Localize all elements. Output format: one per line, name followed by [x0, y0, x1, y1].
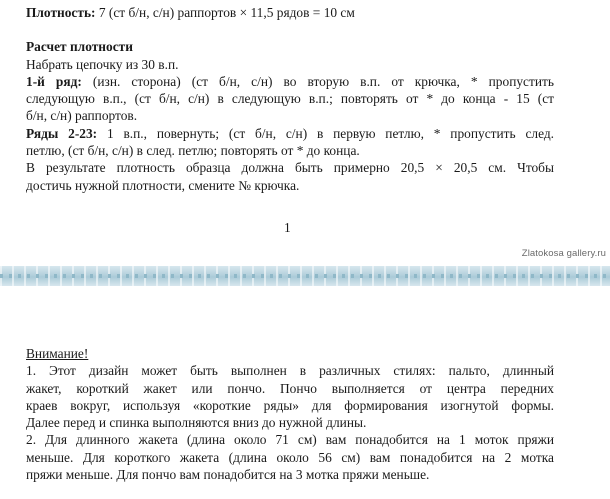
density-text: 7 (ст б/н, с/н) раппортов × 11,5 рядов = 10 см	[95, 5, 355, 20]
warning-p2-line2: меньше. Для короткого жакета (длина около 56 см) вам понадобится на 2 мотка	[26, 449, 554, 465]
warning-p1-line1: 1. Этот дизайн может быть выполнен в различных стилях: пальто, длинный	[26, 363, 554, 379]
warning-p1-line3: краев вокруг, используя «короткие ряды» для формирования изогнутой формы.	[26, 397, 554, 413]
warning-p1-line4: Далее перед и спинка выполняются вниз до нужной длины.	[26, 415, 367, 431]
warning-p2-line1: 2. Для длинного жакета (длина около 71 см) вам понадобится на 1 моток пряжи	[26, 432, 554, 448]
row1-line1: 1-й ряд: (изн. сторона) (ст б/н, с/н) во вторую в.п. от крючка, * пропустить	[26, 73, 554, 89]
density-label: Плотность:	[26, 5, 96, 20]
site-watermark: Zlatokosa gallery.ru	[521, 248, 606, 259]
density-calc-title: Расчет плотности	[26, 39, 133, 55]
warning-section	[26, 345, 554, 483]
result-line1: В результате плотность образца должна быть примерно 20,5 × 20,5 см. Чтобы	[26, 160, 554, 176]
rows-2-23-line2: петлю, (ст б/н, с/н) в след. петлю; повторять от * до конца.	[26, 143, 360, 159]
row1-line2: следующую в.п., (ст б/н, с/н) в следующую в.п.; повторять от * до конца - 15 (ст	[26, 91, 554, 107]
warning-p2-line3: пряжи меньше. Для пончо вам понадобится на 3 мотка пряжи меньше.	[26, 467, 430, 483]
rows-2-23-label: Ряды 2-23:	[26, 125, 98, 141]
page-number: 1	[284, 220, 291, 235]
warning-title: Внимание!	[26, 346, 89, 361]
page-divider	[0, 266, 610, 286]
rows-2-23-line1: Ряды 2-23: 1 в.п., повернуть; (ст б/н, с/н) в первую петлю, * пропустить след.	[26, 125, 554, 141]
divider-dots	[0, 274, 610, 278]
row1-line3: б/н, с/н) раппортов.	[26, 108, 138, 124]
density-section	[26, 4, 554, 194]
warning-title-line	[26, 345, 554, 362]
spacer	[26, 21, 554, 38]
row1-label: 1-й ряд:	[26, 73, 82, 89]
document-page-bottom	[0, 286, 610, 499]
result-line2: достичь нужной плотности, смените № крючка.	[26, 177, 300, 193]
warning-p1-line2: жакет, короткий жакет или пончо. Пончо выполняется от центра передних	[26, 380, 554, 396]
chain-instruction: Набрать цепочку из 30 в.п.	[26, 56, 179, 72]
density-line	[26, 4, 554, 21]
